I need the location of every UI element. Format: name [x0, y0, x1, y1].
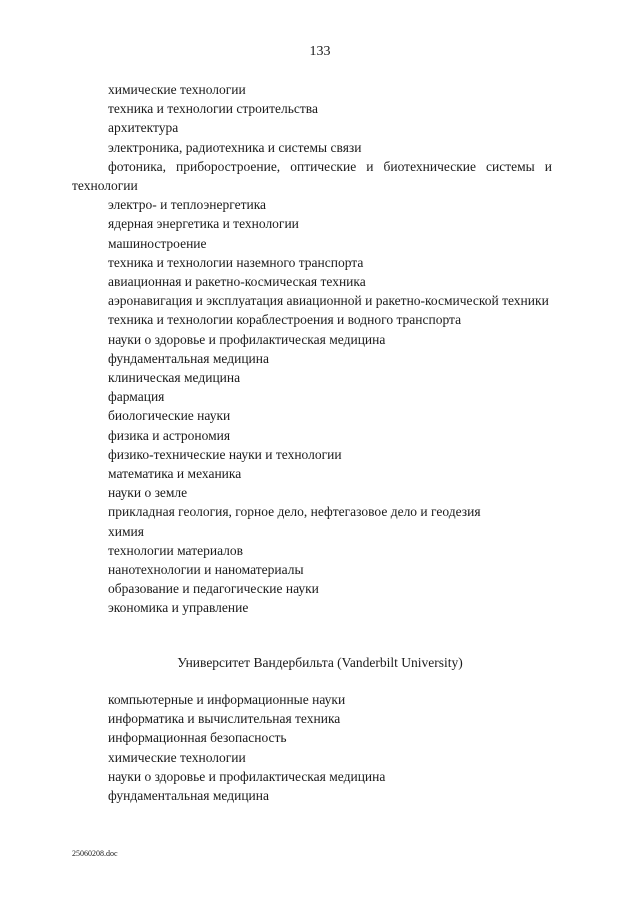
- list-item: биологические науки: [108, 408, 231, 424]
- list-item: техника и технологии наземного транспорта: [108, 254, 364, 270]
- list-item: физика и астрономия: [108, 427, 231, 443]
- field-list: [72, 80, 552, 618]
- list-item: архитектура: [108, 120, 179, 136]
- university-field-list: [72, 690, 552, 805]
- list-item: образование и педагогические науки: [108, 581, 319, 597]
- list-item: фундаментальная медицина: [108, 350, 269, 366]
- document-filename: 25060208.doc: [72, 849, 118, 858]
- list-item: клиническая медицина: [108, 370, 241, 386]
- list-item: химия: [108, 523, 144, 539]
- university-heading: Университет Вандербильта (Vanderbilt University): [177, 655, 463, 670]
- list-item: техника и технологии кораблестроения и водного транспорта: [108, 312, 462, 328]
- list-item: науки о земле: [108, 485, 188, 501]
- page-number: 133: [309, 44, 331, 59]
- list-item: технологии материалов: [108, 542, 244, 558]
- list-item: электро- и теплоэнергетика: [108, 197, 267, 213]
- list-item: химические технологии: [108, 82, 246, 97]
- list-item: физико-технические науки и технологии: [108, 446, 342, 462]
- list-item: фотоника, приборостроение, оптические и биотехнические системы и технологии: [72, 158, 552, 194]
- list-item: математика и механика: [108, 466, 242, 482]
- list-item: техника и технологии строительства: [108, 101, 318, 117]
- list-item: фармация: [108, 389, 165, 405]
- list-item: экономика и управление: [108, 600, 249, 616]
- list-item: информатика и вычислительная техника: [108, 711, 341, 727]
- list-item: фундаментальная медицина: [108, 788, 269, 804]
- list-item: аэронавигация и эксплуатация авиационной и ракетно-космической техники: [108, 293, 549, 309]
- list-item: компьютерные и информационные науки: [108, 692, 346, 707]
- list-item: электроника, радиотехника и системы связи: [108, 139, 362, 155]
- list-item: авиационная и ракетно-космическая техника: [108, 274, 366, 290]
- list-item: нанотехнологии и наноматериалы: [108, 562, 304, 578]
- list-item: науки о здоровье и профилактическая медицина: [108, 768, 386, 784]
- list-item: информационная безопасность: [108, 730, 287, 746]
- list-item: машиностроение: [108, 235, 207, 251]
- list-item: ядерная энергетика и технологии: [108, 216, 299, 232]
- list-item: прикладная геология, горное дело, нефтегазовое дело и геодезия: [108, 504, 481, 520]
- list-item: химические технологии: [108, 749, 246, 765]
- list-item: науки о здоровье и профилактическая медицина: [108, 331, 386, 347]
